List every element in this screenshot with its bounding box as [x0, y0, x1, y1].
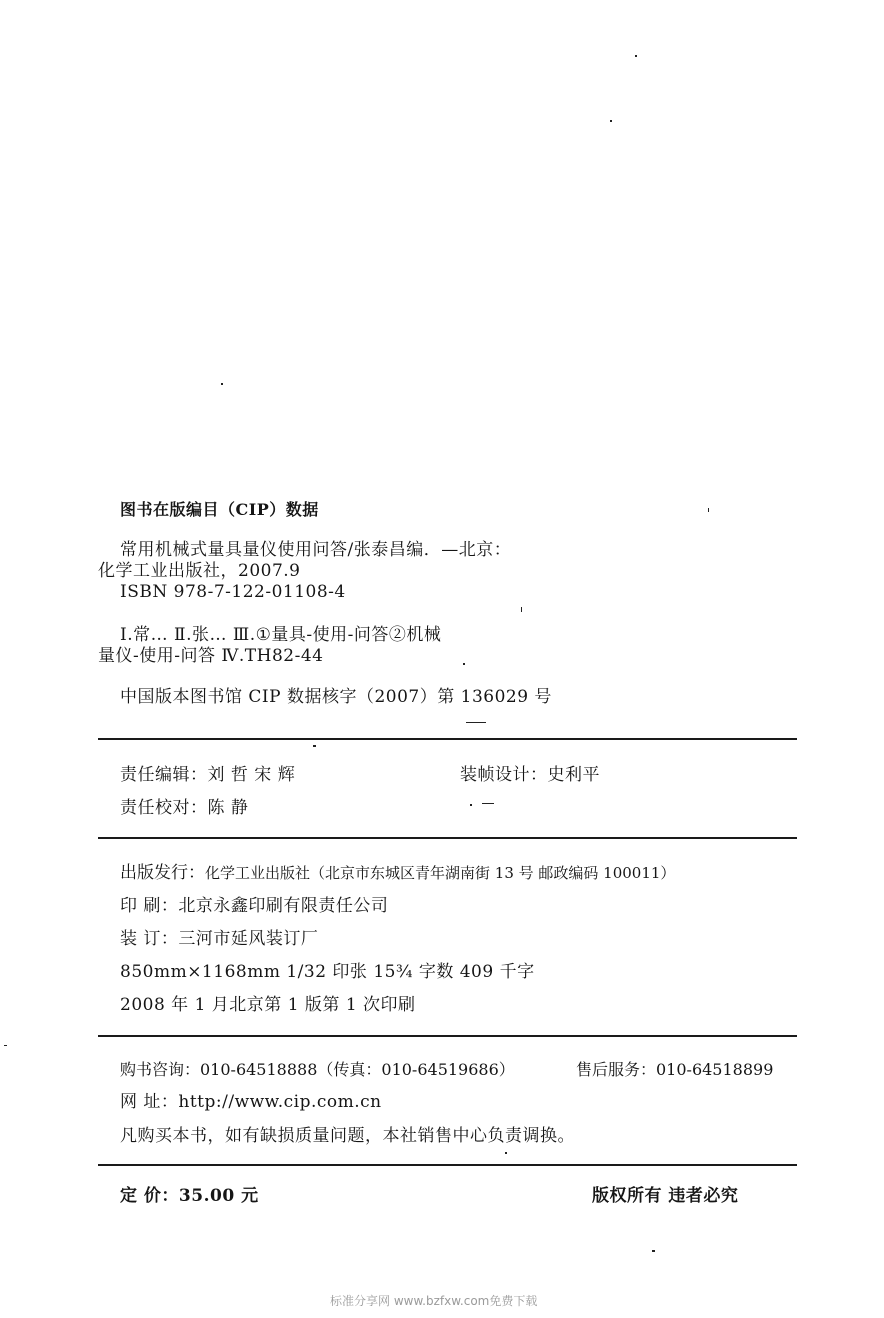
scan-speck: [221, 383, 223, 385]
website: http://www.cip.com.cn: [178, 1092, 382, 1112]
purchase-line: 购书咨询：010-64518888（传真：010-64519686）: [120, 1060, 515, 1079]
cip-subject-line1: Ⅰ.常… Ⅱ.张… Ⅲ.①量具-使用-问答②机械: [120, 625, 442, 645]
copyright-notice: 版权所有 违者必究: [592, 1186, 739, 1206]
website-label: 网 址：: [120, 1092, 179, 1112]
responsible-editor: 刘 哲 宋 辉: [207, 765, 296, 785]
cip-heading: 图书在版编目（CIP）数据: [120, 500, 319, 519]
scan-speck: [635, 55, 637, 57]
edition-line: 2008 年 1 月北京第 1 版第 1 次印刷: [120, 995, 416, 1015]
printing-label: 印 刷：: [120, 896, 179, 916]
scan-speck: [505, 1152, 507, 1154]
scan-speck: [708, 508, 709, 512]
scan-speck: [482, 803, 494, 804]
divider-3: [98, 1035, 797, 1037]
notice-line: 凡购买本书，如有缺损质量问题，本社销售中心负责调换。: [120, 1126, 575, 1146]
publisher: 化学工业出版社（北京市东城区青年湖南街 13 号 邮政编码 100011）: [205, 864, 676, 882]
proofreader-label: 责任校对：: [120, 798, 208, 818]
watermark: 标准分享网 www.bzfxw.com免费下载: [330, 1294, 538, 1308]
binding-row: [120, 928, 318, 950]
price-label: 定 价：: [120, 1186, 179, 1206]
scan-speck: [470, 804, 472, 806]
scan-speck: [652, 1250, 655, 1252]
price-value: 35.00 元: [178, 1186, 259, 1206]
scan-speck: [4, 1045, 7, 1046]
cip-subject-line2: 量仪-使用-问答 Ⅳ.TH82-44: [98, 646, 324, 666]
publisher-label: 出版发行：: [120, 863, 205, 883]
scan-speck: [521, 607, 522, 612]
website-row: [120, 1091, 382, 1113]
responsible-editor-row: [120, 764, 295, 786]
responsible-editor-label: 责任编辑：: [120, 765, 208, 785]
cip-isbn: ISBN 978-7-122-01108-4: [120, 582, 346, 602]
divider-2: [98, 837, 797, 839]
printer: 北京永鑫印刷有限责任公司: [178, 896, 389, 916]
scan-speck: [610, 120, 612, 122]
format-line: 850mm×1168mm 1/32 印张 15¾ 字数 409 千字: [120, 962, 535, 982]
designer: 史利平: [547, 765, 600, 785]
publisher-row: [120, 862, 675, 884]
binding-label: 装 订：: [120, 929, 179, 949]
cip-title-line1: 常用机械式量具量仪使用问答/张泰昌编．—北京：: [120, 540, 512, 560]
printing-row: [120, 895, 388, 917]
proofreader: 陈 静: [207, 798, 249, 818]
cip-verification: 中国版本图书馆 CIP 数据核字（2007）第 136029 号: [120, 687, 552, 707]
scan-speck: [313, 745, 316, 747]
divider-4: [98, 1164, 797, 1166]
proofreader-row: [120, 797, 248, 819]
scan-speck: [466, 722, 486, 723]
price-row: [120, 1185, 259, 1207]
cip-title-line2: 化学工业出版社，2007.9: [98, 561, 301, 581]
scan-speck: [463, 663, 465, 665]
design-row: [460, 764, 600, 786]
service-line: 售后服务：010-64518899: [576, 1060, 774, 1079]
divider-1: [98, 738, 797, 740]
binder: 三河市延风装订厂: [178, 929, 319, 949]
design-label: 装帧设计：: [460, 765, 548, 785]
